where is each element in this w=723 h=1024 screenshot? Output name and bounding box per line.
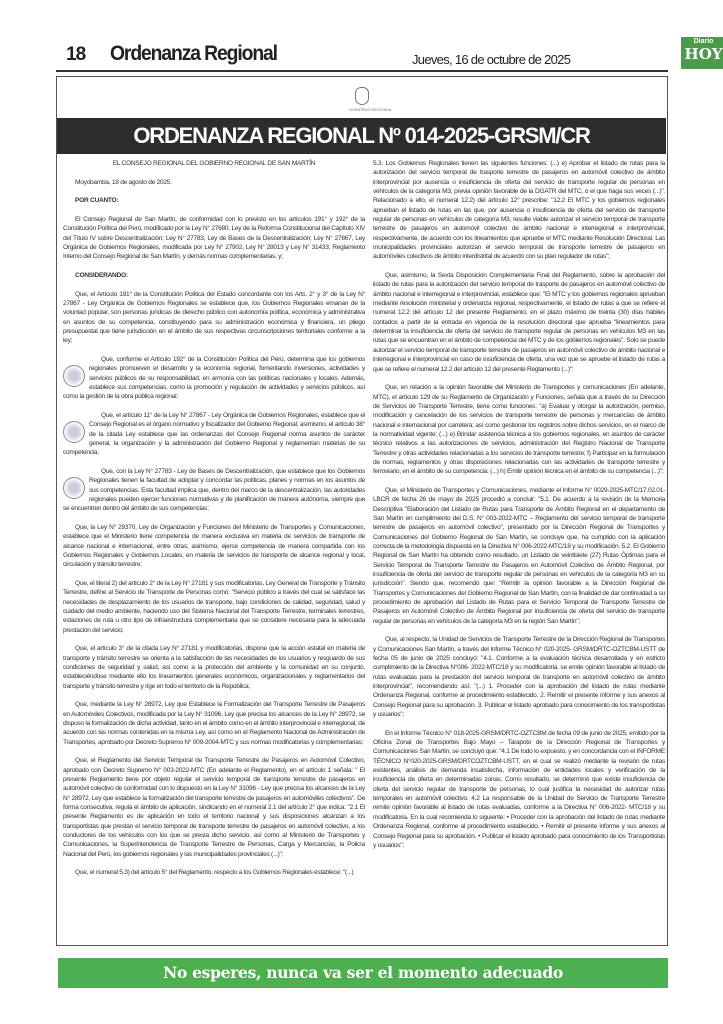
paragraph: 5.3. Los Gobiernos Regionales tienen las siguientes funciones: (...) e) Aprobar el listado de rutas para la autorización del servicio temporal de trasporte terrestre de pasajeros en automóvil colectivo de ámbito interprovincial por ausencia o insuficiencia de oferta del servicio de transporte regular de personas en vehículos de la categoría M3, previa opinión favorable de la DGATR del MTC, o el que haga sus veces (...)". Relacionado a ello, el numeral 12.2) del artículo 12° prescribe: "12.2 El MTC y los gobiernos regionales aprueban el listado de rutas en las que, por ausencia o insuficiencia de oferta del servicio de transporte regular de personas en vehículos de categoría M3, resulte viable autorizar el servicio temporal de transporte terrestre de pasajeros en automóvil colectivo de ámbito nacional e interregional e interprovincial, respectivamente, de acuerdo con los lineamientos que apruebe el MTC mediante Resolución Directoral. Las municipalidades provinciales autorizan el servicio temporal de transporte terrestre de pasajeros en automóviles colectivos de ámbito interdistrital de acuerdo con su plan regulador de rutas";: [373, 160, 665, 261]
regional-crest-icon: [355, 87, 369, 105]
paragraph: En el Informe Técnico N° 018-2025-GRSM/DRTC-OZTCBM de fecha 09 de junio de 2025, emitido por la Oficina Zonal de Transportes Bajo Mayo – Tarapoto de la Dirección Regional de Transportes y Comunicaciones San Martín, se concluyó que: "4.1 De todo lo expuesto, y en concordancia con el INFORME TÉCNICO N°020-2025-GRSM/DRTCOZTCBM-USTT, en el cual se realizó mediante la revisión de rutas existentes, análisis de demanda insatisfecha, información de entidades locales y verificación de la insuficiencia de oferta en determinadas zonas. Como resultado, se determinó que existe insuficiencia de oferta del servicio regular de transporte de personas, lo cual justifica la necesidad de autorizar rutas temporales en automóvil colectivo. 4.2 La responsable de la Unidad de Servicio de Transporte Terrestre remite opinión favorable al listado de rutas evaluadas, conforme a la Directiva N° 006-2022- MTC/18 y su modificatoria. En la cual recomienda lo siguiente: • Proceder con la aprobación del listado de rutas mediante Ordenanza Regional, conforme al procedimiento establecido. • Remitir el presente informe y sus anexos al Consejo Regional para su aprobación. • Publicar el listado aprobado para conocimiento de los Transportistas y usuarios";: [373, 729, 665, 849]
place-date: Moyobamba, 18 de agosto de 2025.: [75, 178, 172, 186]
seal-stamp-icon: [63, 421, 85, 443]
seal-stamp-icon: [63, 477, 85, 499]
issue-date: Jueves, 16 de octubre de 2025: [412, 52, 571, 67]
paragraph: Que, al respecto, la Unidad de Servicios de Transporte Terrestre de la Dirección Regional de Transportes y Comunicaciones San Martín, a través del Informe Técnico N° 020-2025- GRSM/DRTC-OZTCBM-USTT de fecha 05 de junio de 2025 concluyó: "4.1. Conforme a la evaluación técnica desarrollada y en estricto cumplimiento de la Directiva N°006- 2022-MTC/18 y su modificatoria, se emite opinión favorable al listado de rutas evaluadas para la prestación del servicio temporal de transporte en automóvil colectivo de ámbito interprovincial", recomendando así: "(...) 1. Proceder con la aprobación del listado de rutas mediante Ordenanza Regional, conforme al procedimiento establecido. 2. Remitir el presente informe y sus anexos al Consejo Regional para su aprobación. 3. Publicar el listado aprobado para conocimiento de los transportistas y usuarios";: [373, 636, 665, 719]
paragraph: Que, el numeral 5.3) del artículo 5° del Reglamento, respecto a los Gobiernos Regionales establece: "(...): [75, 869, 354, 877]
paragraph: Que, conforme el Artículo 192° de la Constitución Política del Perú, determina que los gobiernos regionales promueven el desarrollo y la economía regional, fomentando inversiones, actividades y servicios públicos de su responsabilidad, en armonía con las políticas nacionales y locales. Además, establece sus competencias, como la promoción y regulación de actividades y servicios públicos, así como la gestión de la obra pública regional;: [63, 355, 365, 401]
paragraph: Que, el Artículo 191° de la Constitución Política del Estado concordante con los Arts. 2° y 3° de la Ley N° 27867 - Ley Orgánica de Gobiernos Regionales se establece que, los Gobiernos Regionales emanan de la voluntad popular, son personas jurídicas de derecho público con autonomía política, económica y administrativa en asuntos de su competencia, constituyendo para su administración económica y financiera, un pliego presupuestal que tiene jurisdicción en el ámbito de sus respectivas circunscripciones territoriales conforme a la ley;: [63, 290, 365, 345]
paragraph: Que, en relación a la opinión favorable del Ministerio de Transportes y comunicaciones (En adelante, MTC), el artículo 129 de su Reglamento de Organización y Funciones, señala que a través de su Dirección de Servicios de Transporte Terrestre, tiene como funciones: "a) Evaluar y otorgar la autorización, permiso, modificación y cancelación de los servicios de transporte terrestre de personas y mercancías de ámbito nacional e internacional por carretera; así como gestionar los registros sobre dichos servicios, en el marco de la normatividad vigente; (...) e) Brindar asistencia técnica a los gobiernos regionales, en asuntos de carácter técnico relativos a las autorizaciones de servicios, administración del Registro Nacional de Transporte Terrestre y otras actividades relacionadas a los servicios de transporte terrestre; f) Participar en la formulación de normas, reglamentos y otras disposiciones relacionadas con las actividades de transporte terrestre y ferroviario, en el ámbito de su competencia; (...) h) Emitir opinión técnica en el ámbito de su competencia (...)";: [373, 384, 665, 476]
paragraph: Que, mediante la Ley N° 28972, Ley que Establece la Formalización del Transporte Terrestre de Pasajeros en Automóviles Colectivos, modificada por la Ley N° 31096, Ley que precisa los alcances de la Ley N° 28972, se dispuso la formalización de dicha actividad, tanto en el ámbito como en el ámbito interprovincial e interregional, de acuerdo con las normas contenidas en la misma Ley, así como en el Reglamento Nacional de Administración de Transportes, aprobado por Decreto Supremo N° 009-2004-MTC y sus normas modificatorias y complementarias;: [63, 701, 365, 746]
paragraph: Que, el Ministerio de Transportes y Comunicaciones, mediante el Informe N° 0029-2025-MTC/17.02.01-LBCR de fecha 26 de mayo de 2025 procedió a concluir: "5.1. De acuerdo a la revisión de la Memoria Descriptiva "Elaboración del Listado de Rutas para Transporte de Ámbito Regional en el departamento de San Martín en cumplimiento del D.S. N° 003-2022-MTC – Reglamento del servicio temporal de transporte terrestre de pasajeros en automóvil colectivo", presentado por la Dirección Regional de Transportes y Comunicaciones del Gobierno Regional de San Martín, se concluye que, ha cumplido con la aplicación correcta de la metodología dispuesta en la Directiva N° 006-2022-MTC/18 y su modificación. 5.2. El Gobierno Regional de San Martín ha obtenido como resultado, un Listado de veintisiete (27) Rutas Óptimas para el Servicio Temporal de Transporte Terrestre de Pasajeros en Automóvil Colectivo de Ámbito Regional, por insuficiencia de oferta del servicio de transporte regular de personas en vehículos de la categoría M3 en su jurisdicción". Siendo que, recomendó que: "Remitir la opinión favorable a la Dirección Regional de Transportes y Comunicaciones del Gobierno Regional de San Martín, con la finalidad de dar continuidad a su procedimiento de aprobación del Listado de Rutas para el Servicio Temporal de Transporte Terrestre de Pasajeros en Automóvil Colectivo de Ámbito Regional por insuficiencia de oferta del servicio de transporte regular de personas en vehículos de la categoría M3 en la región San Martín";: [373, 486, 665, 625]
section-title: Ordenanza Regional: [110, 42, 277, 65]
page-header: [56, 38, 723, 72]
left-column: [63, 159, 365, 945]
ordinance-title: ORDENANZA REGIONAL Nº 014-2025-GRSM/CR: [57, 118, 666, 154]
logo-main-text: HOY: [684, 45, 723, 63]
paragraph: Que, el Reglamento del Servicio Temporal de Transporte Terrestre de Pasajeros en Automóvil Colectivo, aprobado con Decreto Supremo N° 003-2022-MTC (En adelante el Reglamento), en el artículo 1 señala: " El presente Reglamento tiene por objeto regular el servicio temporal de transporte terrestre de pasajeros en automóvil colectivo de conformidad con lo dispuesto en la Ley N° 31096 - Ley que precisa los alcances de la Ley N° 28972, Ley que establece la formalización del transporte terrestre de pasajeros en automóviles colectivos". De forma consecutiva, regula el ámbito de aplicación, sindicando en el numeral 2.1 del artículo 2° que indica: "2.1 El presente Reglamento es de aplicación en todo el territorio nacional y sus disposiciones alcanzan a los transportistas que prestan el servicio temporal de transporte terrestre de pasajeros en automóvil colectivo, a los conductores de los vehículos con los que se presta dicho servicio, así como al Ministerio de Transportes y Comunicaciones, la Superintendencia de Transporte Terrestre de Personas, Carga y Mercancías, la Policía Nacional del Perú, los gobiernos regionales y las municipalidades provinciales (...)";: [63, 757, 365, 858]
paragraph: Que, el literal 2) del artículo 2° de la Ley N° 27181 y sus modificatorias, Ley General de Transporte y Tránsito Terrestre, define al Servicio de Transporte de Personas como: "Servicio público a través del cual se satisface las necesidades de desplazamiento de los usuarios de transporte, bajo condiciones de calidad, seguridad, salud y cuidado del medio ambiente, haciendo uso del Sistema Nacional del Transporte Terrestre, terminales terrestres, estaciones de ruta u otro tipo de infraestructura complementaria que se considere necesaria para la adecuada prestación del servicio;: [63, 580, 365, 634]
diario-hoy-logo: [681, 37, 723, 69]
considerando-heading: CONSIDERANDO:: [75, 271, 128, 279]
right-column: [373, 159, 665, 945]
council-heading: EL CONSEJO REGIONAL DEL GOBIERNO REGIONAL DE SAN MARTÍN: [112, 160, 316, 167]
crest-label: GOBIERNO REGIONAL: [349, 107, 393, 112]
paragraph: Que, con la Ley N° 27783 - Ley de Bases de Descentralización, que establece que los Gobiernos Regionales tienen la facultad de adoptar y concordar las políticas, planes y normas en los asuntos de sus competencias. Esta facultad implica que, dentro del marco de la descentralización, las autoridades regionales pueden ejercer funciones normativas y de planificación de manera autónoma, siempre que se encuentren dentro del ámbito de sus competencias;: [63, 467, 365, 513]
ordinance-box: [56, 76, 668, 946]
paragraph: Que, la Ley N° 29370, Ley de Organización y Funciones del Ministerio de Transportes y Comunicaciones, establece que el Ministerio tiene competencia de manera exclusiva en materia de servicios de transporte de alcance nacional e internacional, entre otras; asimismo, ejerce competencia de manera compartida con los Gobiernos Regionales y Gobiernos Locales, en materia de servicios de transporte de alcance regional y local, circulación y tránsito terrestre;: [63, 523, 365, 569]
paragraph: El Consejo Regional de San Martín, de conformidad con lo previsto en los artículos 191° y 192° de la Constitución Política del Perú, modificado por la Ley N° 27680, Ley de la Reforma Constitucional del Capítulo XIV del Título IV sobre Descentralización; Ley N° 27783, Ley de Bases de la Descentralización; Ley N° 27867, Ley Orgánica de Gobiernos Regionales, modificada por Ley N° 27902, Ley N° 28013 y Ley N° 31433; Reglamento Interno del Consejo Regional de San Martín, y demás normas complementarias, y;: [63, 215, 365, 261]
seal-stamp-icon: [63, 365, 85, 387]
footer-slogan-banner: No esperes, nunca va ser el momento adecuado: [58, 958, 668, 988]
paragraph: Que, asimismo, la Sexta Disposición Complementaria Final del Reglamento, sobre la aprobación del listado de rutas para la autorización del servicio temporal de trasporte de pasajeros en automóvil colectivo de ámbito nacional e interregional e interprovincial, establece que: "El MTC y los gobiernos regionales aprueban mediante resolución ministerial y ordenanza regional, respectivamente, el listado de rutas a que se refiere el numeral 12.2 del artículo 12 del presente Reglamento; en el plazo máximo de treinta (30) días hábiles contados a partir de la entrada en vigencia de la resolución directoral que aprueba "lineamientos para determinar la insuficiencia de oferta del servicio de transporte regular de personas en vehículos M3 en las rutas que se encuentran en el ámbito de competencia del MTC y de los gobiernos regionales". Solo se puede autorizar el servicio temporal de transporte terrestre de pasajeros en automóvil colectivo de ámbito nacional e interregional e interprovincial en caso de insuficiencia de oferta, una vez que se apruebe el listado de rutas a que se refiere el numeral 12.2 del artículo 12 del presente Reglamento (...)";: [373, 272, 665, 373]
logo-top-text: Diario: [693, 38, 714, 45]
por-cuanto-heading: POR CUANTO:: [75, 197, 119, 205]
paragraph: Que, el artículo 11° de la Ley N° 27867 - Ley Orgánica de Gobiernos Regionales, establece que el Consejo Regional es el órgano normativo y fiscalizador del Gobierno Regional; asimismo, el artículo 38° de la citada Ley establece que las ordenanzas del Consejo Regional norma asuntos de carácter general, la organización y la administración del Gobierno Regional y reglamentan materias de su competencia;: [63, 411, 365, 457]
paragraph: Que, el artículo 3° de la citada Ley N° 27181 y modificatorias, dispone que la acción estatal en materia de transporte y tránsito terrestre se orienta a la satisfacción de las necesidades de los usuarios y resguardo de sus condiciones de seguridad y salud, así como a la protección del ambiente y la comunidad en su conjunto, estableciéndose mediante ello los lineamientos generales económicos, organizacionales y reglamentarios del transporte y tránsito terrestre y rige en todo el territorio de la República;: [63, 645, 365, 690]
page-number: 18: [66, 44, 86, 65]
